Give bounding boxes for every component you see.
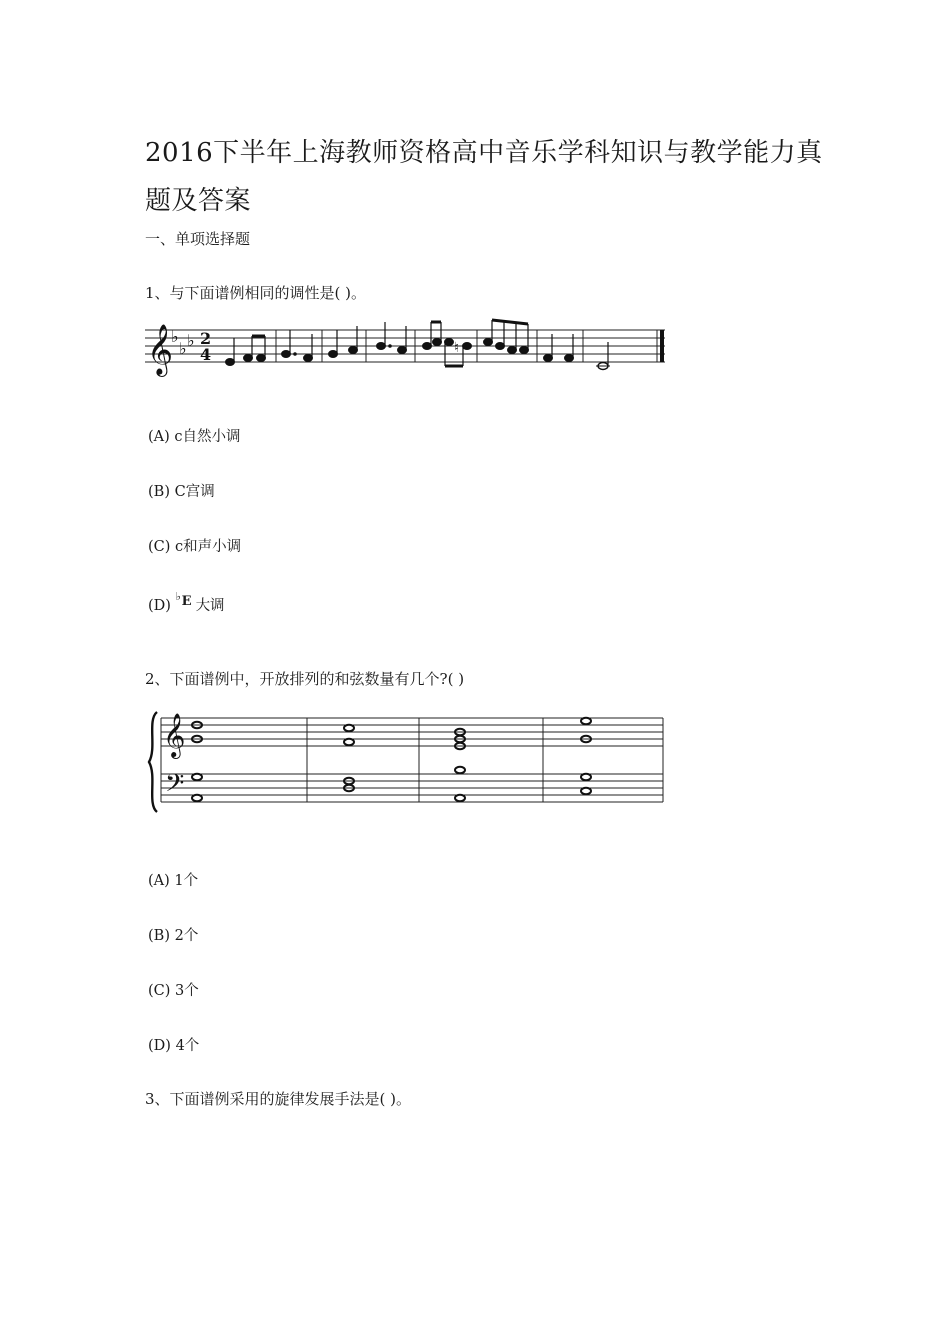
- option-label: (A): [148, 873, 170, 889]
- option-text: 1个: [174, 873, 199, 889]
- question-1-stem: [145, 282, 366, 303]
- whole-note: [344, 725, 354, 731]
- note: [282, 351, 291, 358]
- question-number: 3、: [145, 1090, 170, 1108]
- whole-note: [581, 788, 591, 794]
- time-signature-bottom: 4: [200, 345, 212, 364]
- option-label: (C): [148, 983, 171, 999]
- section-heading: 一、单项选择题: [145, 230, 251, 248]
- whole-note: [455, 767, 465, 773]
- option-text: c自然小调: [174, 429, 241, 445]
- flat-icon: ♭: [179, 339, 187, 358]
- option-text: 2个: [174, 928, 199, 944]
- whole-note: [455, 795, 465, 801]
- note: [257, 355, 266, 362]
- note: [226, 359, 235, 366]
- key-symbol: [175, 590, 196, 610]
- document-title-line-2: 题及答案: [145, 186, 252, 216]
- note: [544, 355, 553, 362]
- option-label: (D): [148, 1038, 171, 1054]
- document-title-line-1: 2016下半年上海教师资格高中音乐学科知识与教学能力真: [145, 138, 823, 168]
- question-text: 下面谱例中，开放排列的和弦数量有几个?( ): [169, 670, 465, 688]
- question-1-option-b[interactable]: [148, 480, 215, 501]
- question-1-score: [145, 320, 670, 375]
- question-2-stem: [145, 668, 464, 689]
- note: [496, 343, 505, 350]
- whole-note: [192, 774, 202, 780]
- question-number: 1、: [145, 284, 170, 302]
- note: [445, 339, 454, 346]
- note: [433, 339, 442, 346]
- treble-clef-icon: 𝄞: [147, 324, 174, 375]
- option-label: (C): [148, 539, 171, 555]
- note: [423, 343, 432, 350]
- question-3-stem: [145, 1088, 411, 1109]
- note: [304, 355, 313, 362]
- option-text: C宫调: [174, 484, 215, 500]
- flat-icon: ♭: [171, 327, 179, 346]
- note: [508, 347, 517, 354]
- option-label: (B): [148, 484, 170, 500]
- time-signature-top: 2: [200, 329, 212, 348]
- natural-icon: ♮: [454, 340, 460, 356]
- option-text: 3个: [175, 983, 199, 999]
- question-2-option-d[interactable]: [148, 1034, 199, 1055]
- note: [398, 347, 407, 354]
- question-2-option-a[interactable]: [148, 869, 198, 890]
- question-1-option-d[interactable]: [148, 590, 225, 615]
- note: [484, 339, 493, 346]
- treble-clef-icon: 𝄞: [163, 713, 186, 757]
- note: [329, 351, 338, 358]
- whole-note: [192, 795, 202, 801]
- whole-note: [581, 774, 591, 780]
- question-text: 下面谱例采用的旋律发展手法是( )。: [169, 1090, 412, 1108]
- bass-clef-icon: 𝄢: [165, 769, 185, 804]
- question-1-option-a[interactable]: [148, 425, 241, 446]
- option-text: c和声小调: [175, 539, 242, 555]
- brace-icon: [149, 712, 157, 812]
- option-label: (B): [148, 928, 170, 944]
- question-number: 2、: [145, 670, 170, 688]
- option-text: 大调: [195, 598, 225, 614]
- question-2-grand-staff: [145, 708, 667, 816]
- question-2-option-b[interactable]: [148, 924, 198, 945]
- note: [520, 347, 529, 354]
- key-letter: E: [181, 594, 192, 609]
- option-label: (A): [148, 429, 170, 445]
- whole-note: [344, 739, 354, 745]
- note: [565, 355, 574, 362]
- option-label: (D): [148, 598, 171, 614]
- question-1-option-c[interactable]: [148, 535, 241, 556]
- note: [463, 343, 472, 350]
- flat-icon: ♭: [187, 331, 195, 350]
- note: [377, 343, 386, 350]
- staff-lines: [145, 330, 665, 362]
- whole-note: [581, 718, 591, 724]
- flat-icon: ♭: [175, 590, 181, 603]
- question-2-option-c[interactable]: [148, 979, 199, 1000]
- option-text: 4个: [175, 1038, 200, 1054]
- question-text: 与下面谱例相同的调性是( )。: [169, 284, 367, 302]
- note: [244, 355, 253, 362]
- note: [349, 347, 358, 354]
